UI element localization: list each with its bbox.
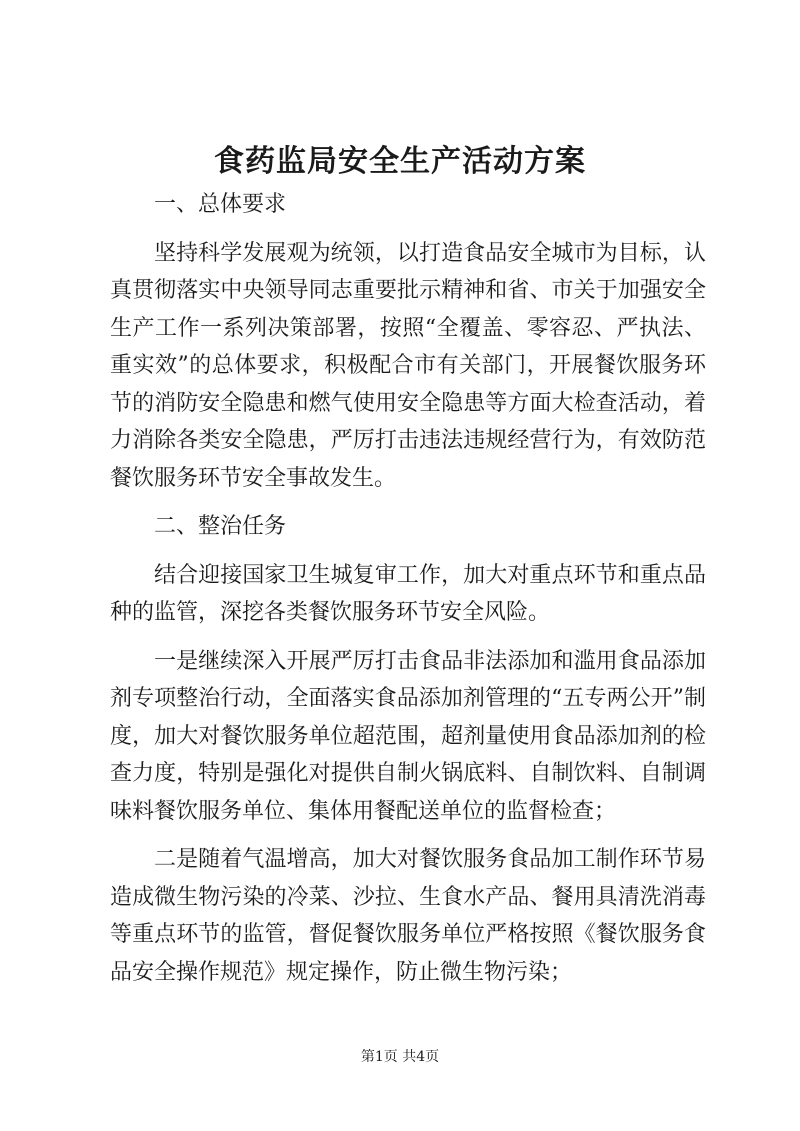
section-heading: 一、总体要求 <box>154 192 287 217</box>
document-body <box>110 186 706 991</box>
paragraph: 坚持科学发展观为统领，以打造食品安全城市为目标，认真贯彻落实中央领导同志重要批示精神和省、市关于加强安全生产工作一系列决策部署，按照“全覆盖、零容忍、严执法、重实效”的总体要求，积极配合市有关部门，开展餐饮服务环节的消防安全隐患和燃气使用安全隐患等方面大检查活动，着力消除各类安全隐患，严厉打击违法违规经营行为，有效防范餐饮服务环节安全事故发生。 <box>110 240 706 491</box>
section-heading: 二、整治任务 <box>154 514 287 539</box>
paragraph: 二是随着气温增高，加大对餐饮服务食品加工制作环节易造成微生物污染的冷菜、沙拉、生食水产品、餐用具清洗消毒等重点环节的监管，督促餐饮服务单位严格按照《餐饮服务食品安全操作规范》规定操作，防止微生物污染； <box>110 847 706 985</box>
paragraph: 一是继续深入开展严厉打击食品非法添加和滥用食品添加剂专项整治行动，全面落实食品添加剂管理的“五专两公开”制度，加大对餐饮服务单位超范围，超剂量使用食品添加剂的检查力度，特别是强化对提供自制火锅底料、自制饮料、自制调味料餐饮服务单位、集体用餐配送单位的监督检查； <box>110 648 706 824</box>
page-number: 第1页 共4页 <box>360 1049 440 1065</box>
paragraph: 结合迎接国家卫生城复审工作，加大对重点环节和重点品种的监管，深挖各类餐饮服务环节安全风险。 <box>110 562 706 625</box>
document-title: 食药监局安全生产活动方案 <box>214 144 586 179</box>
